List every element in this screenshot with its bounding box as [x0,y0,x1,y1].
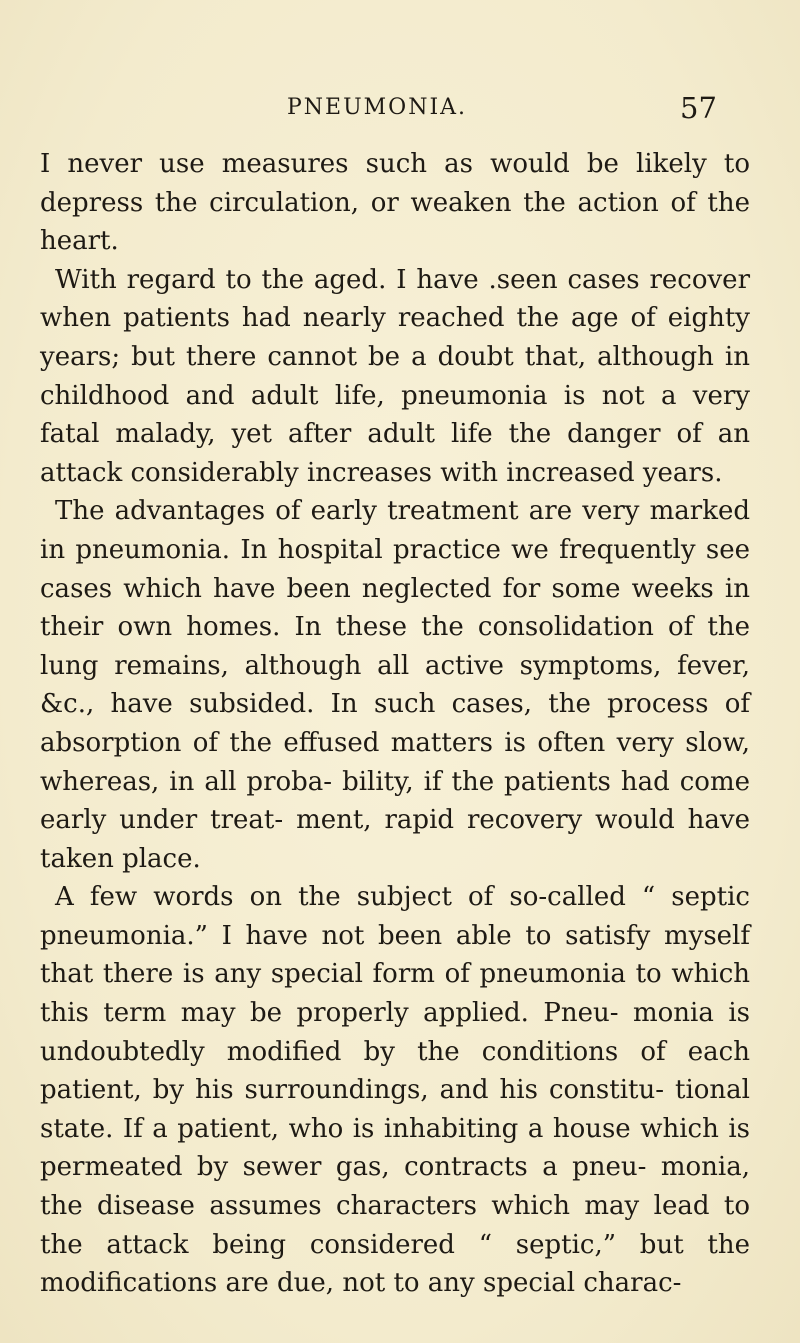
body-text [40,145,750,1303]
running-head [0,88,800,128]
page-number: 57 [680,91,717,125]
paragraph-1: I never use measures such as would be likely to depress the circulation, or weaken the action of the heart. [40,149,750,257]
paragraph-3: The advantages of early treatment are very marked in pneumonia. In hospital practice we frequently see cases which have been neglected for some weeks in their own homes. In these the consolidation of the lung remains, although all active symptoms, fever, &c., have subsided. In such cases, the process of absorption of the effused matters is often very slow, whereas, in all proba- bility, if the patients had come early under treat- ment, rapid recovery would have taken place. [40,496,750,874]
running-head-title: PNEUMONIA. [287,95,468,120]
paragraph-4: A few words on the subject of so-called “ septic pneumonia.” I have not been able to satisfy myself that there is any special form of pneumonia to which this term may be properly applied. Pneu- monia is undoubtedly modified by the conditions of each patient, by his surroundings, and his constitu- tional state. If a patient, who is inhabiting a house which is permeated by sewer gas, contracts a pneu- monia, the disease assumes characters which may lead to the attack being considered “ septic,” but the modifications are due, not to any special charac- [40,882,750,1299]
paragraph-2: With regard to the aged. I have .seen cases recover when patients had nearly reached the age of eighty years; but there cannot be a doubt that, although in childhood and adult life, pneumonia is not a very fatal malady, yet after adult life the danger of an attack considerably increases with increased years. [40,264,750,488]
